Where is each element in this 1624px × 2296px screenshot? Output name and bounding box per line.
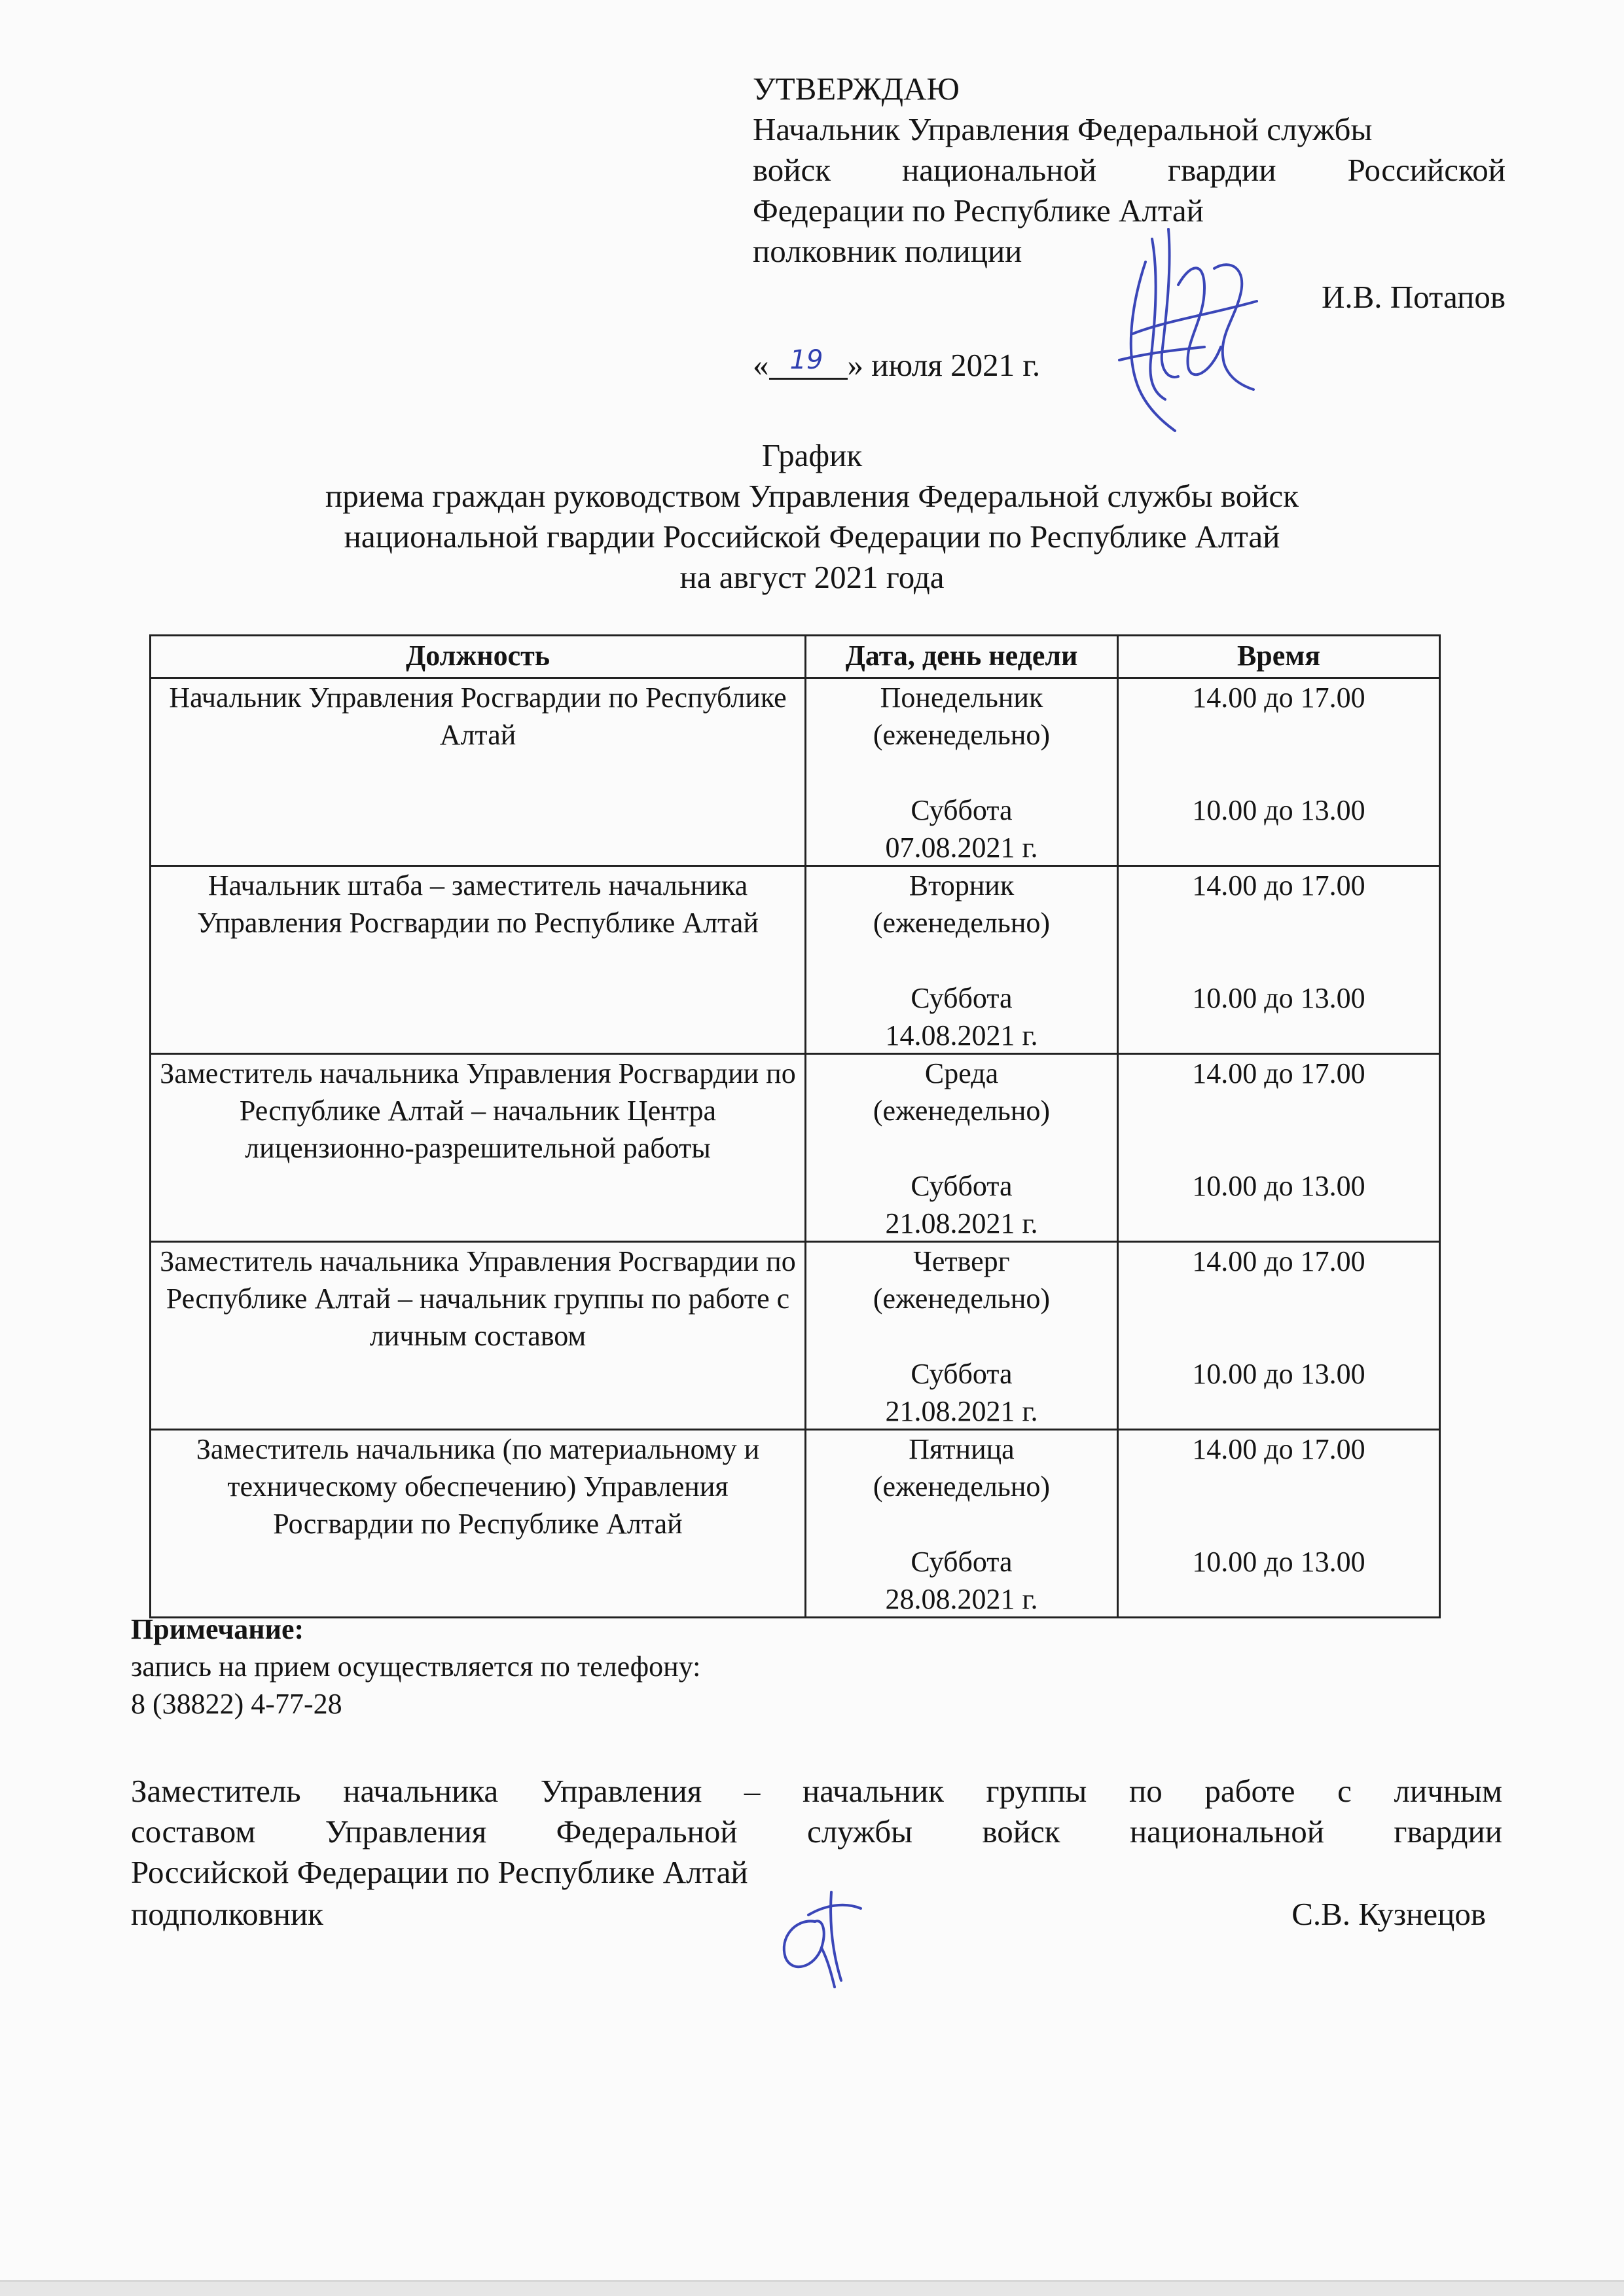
position-cell: Начальник Управления Росгвардии по Республике Алтай [151, 678, 806, 866]
saturday-label: Суббота [911, 794, 1013, 826]
saturday-label: Суббота [911, 1358, 1013, 1390]
weekday: Понедельник [880, 682, 1043, 714]
saturday-label: Суббота [911, 1170, 1013, 1202]
date-day-blank [769, 346, 848, 380]
approval-rank: полковник полиции [753, 233, 1022, 269]
note-text: запись на прием осуществляется по телефону: [131, 1650, 701, 1683]
position-cell: Начальник штаба – заместитель начальника Управления Росгвардии по Республике Алтай [151, 866, 806, 1054]
weekday: Вторник [909, 869, 1015, 902]
scan-bottom-edge [0, 2280, 1624, 2296]
title-line-1: График [761, 437, 863, 473]
table-row [151, 678, 1440, 866]
weekday-time: 14.00 до 17.00 [1192, 1433, 1365, 1465]
weekday: Среда [924, 1057, 999, 1089]
saturday-time: 10.00 до 13.00 [1192, 1546, 1365, 1578]
weekday: Четверг [913, 1245, 1010, 1277]
weekday-time: 14.00 до 17.00 [1192, 682, 1365, 714]
footer-signer-name: С.В. Кузнецов [1291, 1896, 1486, 1932]
date-month-year: » июля 2021 г. [847, 347, 1041, 383]
table-row [151, 1054, 1440, 1242]
time-cell [1118, 1054, 1440, 1242]
day-cell [806, 866, 1118, 1054]
approval-line-1: Начальник Управления Федеральной службы [753, 111, 1373, 147]
footer-rank: подполковник [131, 1896, 323, 1932]
saturday-time: 10.00 до 13.00 [1192, 982, 1365, 1014]
footer-line-2: составом Управления Федеральной службы войск национальной гвардии [131, 1813, 1502, 1850]
schedule-table [149, 634, 1441, 1618]
weekday-time: 14.00 до 17.00 [1192, 1057, 1365, 1089]
header-position: Должность [151, 636, 806, 678]
title-line-3: национальной гвардии Российской Федерации по Республике Алтай [344, 519, 1280, 555]
saturday-label: Суббота [911, 1546, 1013, 1578]
approval-heading: УТВЕРЖДАЮ [753, 71, 960, 107]
date-open-quote: « [753, 347, 769, 383]
saturday-date: 28.08.2021 г. [885, 1583, 1038, 1615]
time-cell [1118, 678, 1440, 866]
frequency: (еженедельно) [873, 907, 1051, 939]
frequency: (еженедельно) [873, 1095, 1051, 1127]
saturday-date: 21.08.2021 г. [885, 1395, 1038, 1427]
director-signature [1106, 223, 1270, 442]
title-line-4: на август 2021 года [679, 559, 945, 595]
saturday-date: 14.08.2021 г. [885, 1019, 1038, 1051]
note-phone: 8 (38822) 4-77-28 [131, 1688, 342, 1720]
position-cell: Заместитель начальника Управления Росгвардии по Республике Алтай – начальник группы по работе с личным составом [151, 1242, 806, 1430]
time-cell [1118, 1242, 1440, 1430]
day-cell [806, 678, 1118, 866]
table-row [151, 1430, 1440, 1618]
footer-signature [769, 1882, 867, 1990]
saturday-time: 10.00 до 13.00 [1192, 1358, 1365, 1390]
day-cell [806, 1430, 1118, 1618]
date-day-handwritten: 19 [789, 345, 823, 375]
day-cell [806, 1242, 1118, 1430]
day-cell [806, 1054, 1118, 1242]
title-line-2: приема граждан руководством Управления Федеральной службы войск [325, 478, 1299, 514]
weekday: Пятница [909, 1433, 1015, 1465]
saturday-time: 10.00 до 13.00 [1192, 1170, 1365, 1202]
table-header-row [151, 636, 1440, 678]
weekday-time: 14.00 до 17.00 [1192, 1245, 1365, 1277]
approval-line-3: Федерации по Республике Алтай [753, 192, 1204, 228]
saturday-date: 21.08.2021 г. [885, 1207, 1038, 1239]
footer-line-3: Российской Федерации по Республике Алтай [131, 1854, 748, 1890]
position-cell: Заместитель начальника Управления Росгвардии по Республике Алтай – начальник Центра лицензионно-разрешительной работы [151, 1054, 806, 1242]
frequency: (еженедельно) [873, 719, 1051, 751]
saturday-time: 10.00 до 13.00 [1192, 794, 1365, 826]
saturday-label: Суббота [911, 982, 1013, 1014]
header-time: Время [1118, 636, 1440, 678]
time-cell [1118, 1430, 1440, 1618]
position-cell: Заместитель начальника (по материальному и техническому обеспечению) Управления Росгвардии по Республике Алтай [151, 1430, 806, 1618]
header-day: Дата, день недели [806, 636, 1118, 678]
weekday-time: 14.00 до 17.00 [1192, 869, 1365, 902]
saturday-date: 07.08.2021 г. [885, 831, 1038, 864]
footer-line-1: Заместитель начальника Управления – начальник группы по работе с личным [131, 1773, 1502, 1809]
approval-line-2: войск национальной гвардии Российской [753, 152, 1506, 188]
note-heading: Примечание: [131, 1613, 304, 1645]
approval-signer-name: И.В. Потапов [1321, 279, 1506, 315]
frequency: (еженедельно) [873, 1470, 1051, 1503]
note-block [131, 1611, 700, 1722]
frequency: (еженедельно) [873, 1283, 1051, 1315]
document-title [131, 435, 1493, 598]
table-row [151, 1242, 1440, 1430]
time-cell [1118, 866, 1440, 1054]
table-row [151, 866, 1440, 1054]
